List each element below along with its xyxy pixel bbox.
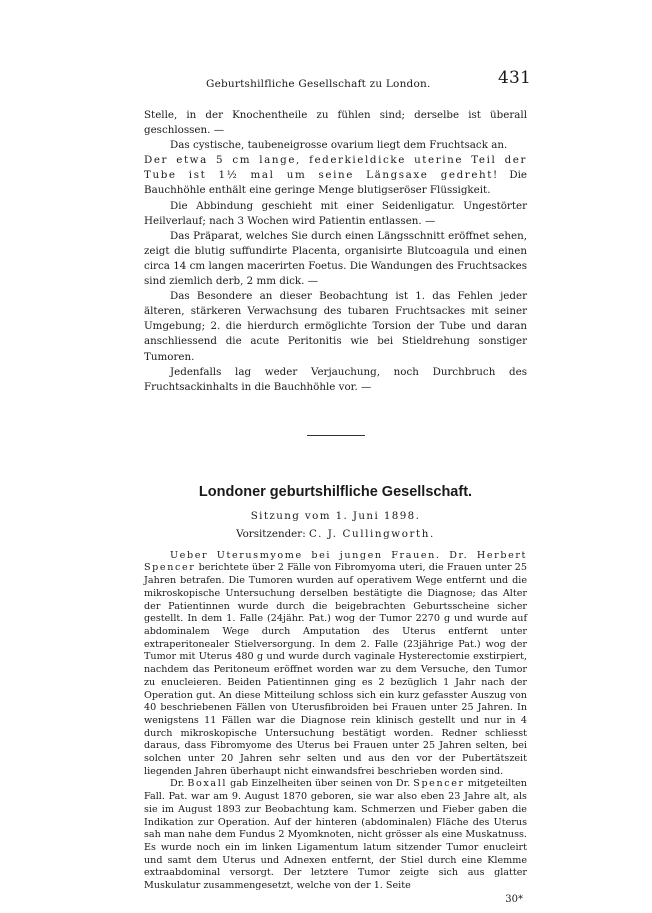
paragraph: Das Besondere an dieser Beobachtung ist 1. das Fehlen jeder älteren, stärkeren Verwachsung des tubaren Fruchtsackes mit seiner Umgebung; 2. die hierdurch ermöglichte Torsion der Tube und daran anschliessend die acute Peritonitis wie bei Stieldrehung sonstiger Tumoren. [144, 290, 527, 363]
paragraph: Das Präparat, welches Sie durch einen Längsschnitt eröffnet sehen, zeigt die blutig suffundirte Placenta, organisirte Blutcoagula und einen circa 14 cm langen macerirten Foetus. Die Wandungen des Fruchtsackes sind ziemlich derb, 2 mm dick. — [144, 229, 527, 288]
page-number: 431 [497, 68, 531, 88]
person-name: Spencer [413, 778, 465, 790]
paragraph: Stelle, in der Knochentheile zu fühlen sind; derselbe ist überall geschlossen. — [144, 109, 527, 137]
document-page [144, 66, 531, 905]
person-name: Boxall [187, 778, 228, 790]
running-header [144, 66, 531, 92]
section-title: Londoner geburtshilfliche Gesellschaft. [198, 483, 473, 500]
paragraph: Das cystische, taubeneigrosse ovarium liegt dem Fruchtsack an. [170, 139, 508, 152]
section-divider [307, 435, 365, 436]
emphasized-text: Der etwa 5 cm lange, federkieldicke uterine Teil der Tube ist 1½ mal um seine Längsaxe gedreht! [144, 154, 527, 182]
chair-label: Vorsitzender: [236, 527, 306, 540]
report-heading: Ueber Uterusmyome bei jungen Frauen. Dr. Herbert Spencer [144, 549, 527, 574]
report-paragraph: Dr. Boxall gab Einzelheiten über seinen von Dr. Spencer mitgeteilten Fall. Pat. war am 9. August 1870 geboren, sie war also eben 23 Jahre alt, als sie im August 1893 zur Beobachtung kam. Schmerzen und Fieber gaben die Indikation zur Operation. Auf der hinteren (abdominalen) Fläche des Uterus sah man nahe dem Fundus 2 Myomknoten, nicht grösser als eine Muskatnuss. Es wurde noch ein im linken Ligamentum latum sitzender Tumor enucleirt und samt dem Uterus und Adnexen entfernt, der Stiel durch eine Klemme extraabdominal versorgt. Der letztere Tumor zeigte sich aus glatter Muskulatur zusammengesetzt, welche von der 1. Seite [144, 778, 527, 892]
paragraph: Die Abbindung geschieht mit einer Seidenligatur. Ungestörter Heilverlauf; nach 3 Wochen wird Patientin entlassen. — [144, 199, 527, 227]
chair-name: C. J. Cullingworth. [308, 527, 435, 540]
paragraph: Jedenfalls lag weder Verjauchung, noch Durchbruch des Fruchtsackinhalts in die Bauchhöhle vor. — [144, 365, 527, 393]
running-title: Geburtshilfliche Gesellschaft zu London. [206, 78, 431, 90]
chair-line [144, 528, 527, 540]
session-date: Sitzung vom 1. Juni 1898. [250, 509, 421, 522]
report-paragraph: Ueber Uterusmyome bei jungen Frauen. Dr. Herbert Spencer berichtete über 2 Fälle von Fibromyoma uteri, die Frauen unter 25 Jahren betrafen. Die Tumoren wurden auf operativem Wege entfernt und die mikroskopische Untersuchung derselben bestätigte die Diagnose; das Alter der Patientinnen wurde durch die beigebrachten Geburtsscheine sicher gestellt. In dem 1. Falle (24jähr. Pat.) wog der Tumor 2270 g und wurde auf abdominalem Wege durch Amputation des Uterus entfernt unter extraperitonealer Stielversorgung. In dem 2. Falle (23jährige Pat.) wog der Tumor mit Uterus 480 g und wurde durch vaginale Hysterectomie exstirpiert, nachdem das Peritoneum eröffnet worden war zu dem Versuche, den Tumor zu enucleieren. Beiden Patientinnen ging es 2 bezüglich 1 Jahr nach der Operation gut. An diese Mitteilung schloss sich ein kurz gefasster Auszug von 40 beschriebenen Fällen von Uterusfibroiden bei Frauen unter 25 Jahren. In wenigstens 11 Fällen war die Diagnose rein klinisch gestellt und nur in 4 durch mikroskopische Untersuchung bestätigt worden. Redner schliesst daraus, dass Fibromyome des Uterus bei Frauen unter 25 Jahren selten, bei solchen unter 20 Jahren sehr selten und aus den vor der Pubertätszeit liegenden Jahren überhaupt nicht einwandsfrei beschrieben worden sind. [144, 549, 527, 777]
paragraph: Der etwa 5 cm lange, federkieldicke uterine Teil der Tube ist 1½ mal um seine Längsaxe gedreht! Die Bauchhöhle enthält eine geringe Menge blutigseröser Flüssigkeit. [144, 154, 527, 197]
signature-mark: 30* [505, 893, 523, 905]
